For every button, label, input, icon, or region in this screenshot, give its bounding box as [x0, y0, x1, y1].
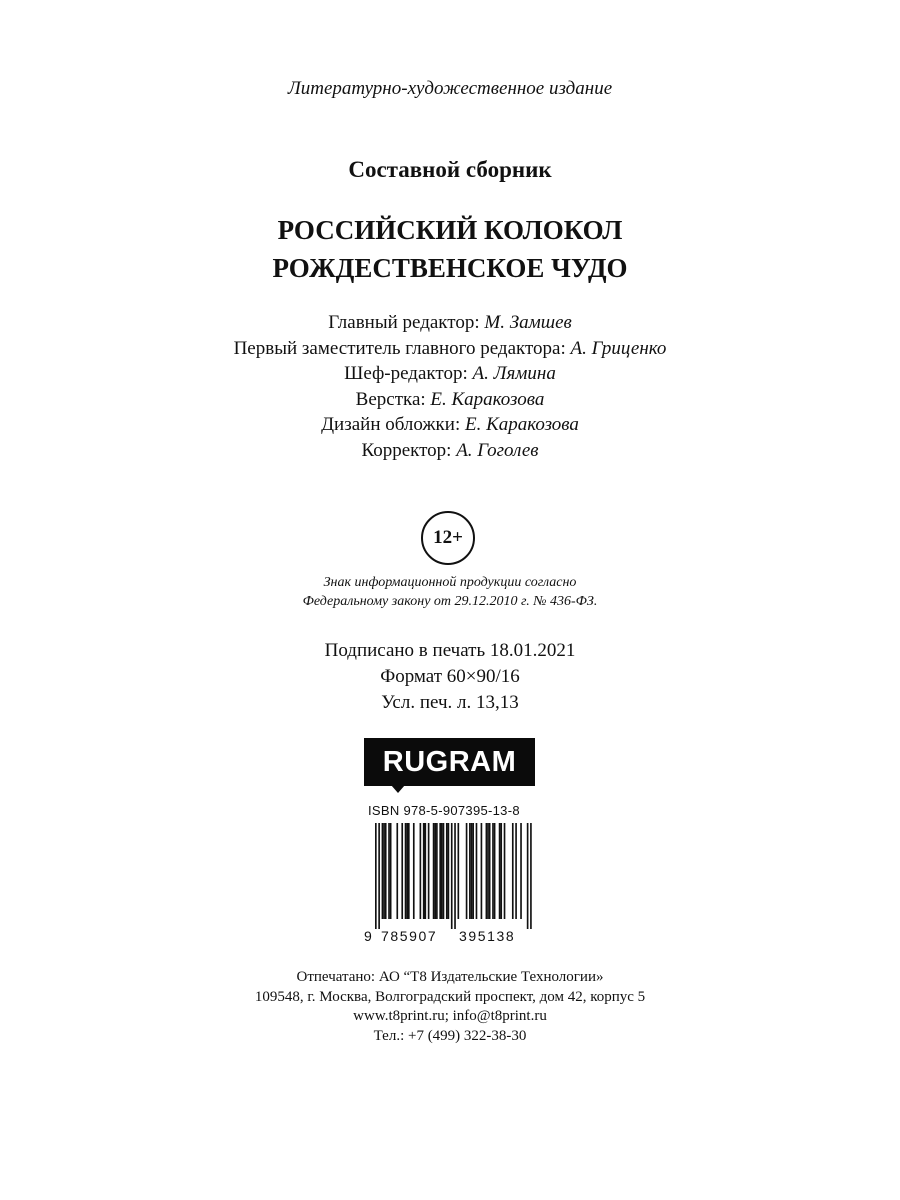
ean-digit-first: 9	[364, 928, 372, 944]
credit-chief-editor	[0, 310, 900, 336]
barcode-bar	[441, 823, 443, 919]
book-title	[0, 211, 900, 287]
barcode-bar	[454, 823, 456, 929]
barcode-bar	[499, 823, 501, 919]
barcode-bar	[375, 823, 377, 929]
credit-managing-editor	[0, 361, 900, 387]
age-rating-notice	[0, 573, 900, 611]
isbn-label: ISBN 978-5-907395-13-8	[368, 803, 520, 818]
collection-heading: Составной сборник	[348, 157, 552, 182]
barcode-bar	[515, 823, 517, 919]
ean-digits-right: 395138	[459, 928, 516, 944]
barcode-bar	[405, 823, 407, 919]
barcode-bar	[489, 823, 491, 919]
credit-name: А. Гоголев	[456, 439, 539, 461]
barcode-bar	[385, 823, 387, 919]
credit-name: А. Гриценко	[570, 337, 667, 359]
barcode-bar	[436, 823, 438, 919]
barcode-bar	[433, 823, 435, 919]
publisher-logo-pointer	[391, 785, 405, 793]
book-title-line-1: РОССИЙСКИЙ КОЛОКОЛ	[277, 215, 623, 245]
credit-name: Е. Каракозова	[430, 388, 545, 410]
credit-role: Верстка:	[355, 388, 431, 410]
barcode-bar	[413, 823, 415, 919]
barcode-bar	[486, 823, 488, 919]
barcode-bar	[504, 823, 506, 919]
isbn-barcode-block	[364, 803, 536, 948]
credit-layout	[0, 387, 900, 413]
barcode-bar	[469, 823, 471, 919]
print-info	[0, 638, 900, 716]
barcode-bar	[487, 823, 489, 919]
printed-sheets: Усл. печ. л. 13,13	[381, 692, 519, 713]
printer-phone: Тел.: +7 (499) 322-38-30	[373, 1027, 527, 1044]
barcode-bar	[520, 823, 522, 919]
credits-list	[0, 310, 900, 464]
barcode-bar	[472, 823, 474, 919]
barcode-bar	[451, 823, 453, 929]
barcode-bar	[471, 823, 473, 919]
barcode-bar	[494, 823, 496, 919]
barcode-bar	[527, 823, 529, 929]
credit-role: Корректор:	[361, 439, 457, 461]
credit-role: Первый заместитель главного редактора:	[233, 337, 571, 359]
barcode-bar	[382, 823, 384, 919]
barcode-bar	[476, 823, 478, 919]
barcode-bar	[396, 823, 398, 919]
credit-name: А. Лямина	[472, 363, 556, 385]
book-title-line-2: РОЖДЕСТВЕНСКОЕ ЧУДО	[272, 253, 628, 283]
printer-address: 109548, г. Москва, Волгоградский проспект, дом 42, корпус 5	[254, 988, 646, 1005]
credit-role: Дизайн обложки:	[321, 414, 465, 436]
barcode-bar	[500, 823, 502, 919]
barcode-bar	[401, 823, 403, 919]
publisher-logo: RUGRAM	[364, 738, 535, 786]
barcode-bar	[446, 823, 448, 919]
barcode-bar	[458, 823, 460, 919]
printer-name: Отпечатано: АО “Т8 Издательские Технологии»	[296, 969, 604, 985]
credit-role: Шеф-редактор:	[344, 363, 473, 385]
paper-format: Формат 60×90/16	[380, 666, 520, 687]
barcode-bar	[530, 823, 532, 929]
barcode-bar	[383, 823, 385, 919]
credit-first-deputy	[0, 336, 900, 362]
barcode-bar	[406, 823, 408, 919]
barcode-bar	[428, 823, 430, 919]
signed-for-print: Подписано в печать 18.01.2021	[324, 640, 576, 661]
barcode-bar	[466, 823, 468, 919]
credit-role: Главный редактор:	[328, 312, 485, 333]
barcode-bar	[420, 823, 422, 919]
barcode-bar	[388, 823, 390, 919]
age-rating-badge: 12+	[421, 511, 475, 565]
barcode-bar	[512, 823, 514, 919]
barcode-bar	[423, 823, 425, 919]
printer-web: www.t8print.ru; info@t8print.ru	[353, 1008, 547, 1024]
barcode-bar	[425, 823, 427, 919]
barcode-bar	[443, 823, 445, 919]
printer-imprint	[0, 968, 900, 1046]
barcode-bar	[439, 823, 441, 919]
barcode-bar	[492, 823, 494, 919]
credit-proofreader	[0, 438, 900, 464]
barcode-bar	[390, 823, 392, 919]
barcode-image	[364, 823, 536, 931]
barcode-bar	[378, 823, 380, 929]
notice-line-2: Федеральному закону от 29.12.2010 г. № 436-ФЗ.	[302, 594, 598, 609]
barcode-bar	[408, 823, 410, 919]
credit-cover-design	[0, 412, 900, 438]
genre-line: Литературно-художественное издание	[287, 78, 613, 99]
barcode-bar	[481, 823, 483, 919]
credit-name: М. Замшев	[484, 312, 572, 333]
barcode-bar	[434, 823, 436, 919]
notice-line-1: Знак информационной продукции согласно	[323, 575, 577, 590]
ean-digits-left: 785907	[381, 928, 438, 944]
barcode-bar	[448, 823, 450, 919]
credit-name: Е. Каракозова	[465, 414, 579, 436]
